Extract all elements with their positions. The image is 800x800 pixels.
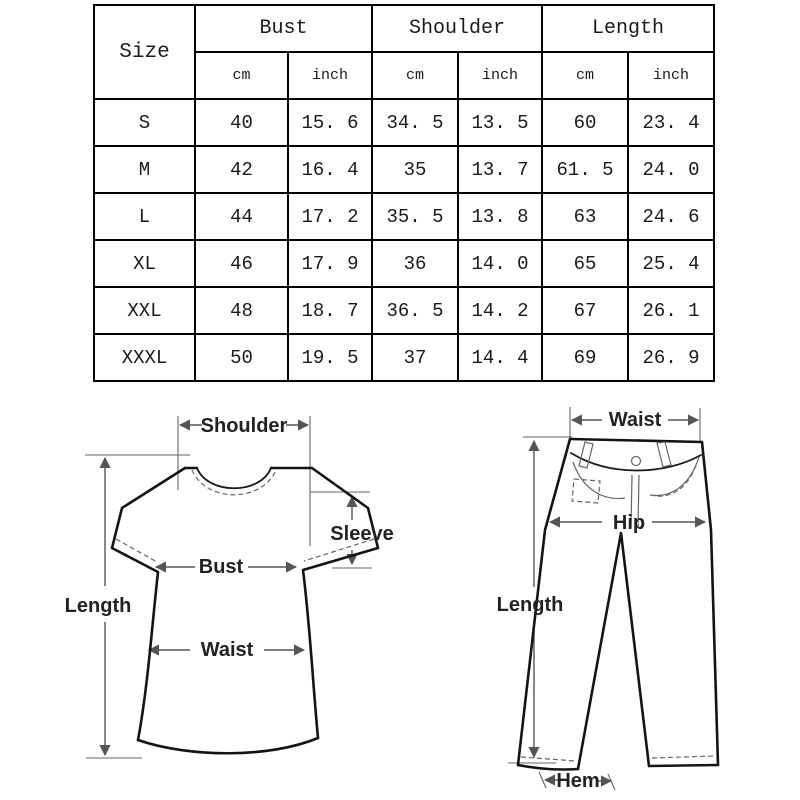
bust-cm-header: cm (195, 52, 288, 99)
table-header-row (94, 5, 714, 52)
value-cell: 25. 4 (628, 240, 714, 287)
value-cell: 26. 1 (628, 287, 714, 334)
pants-measurement-diagram (480, 395, 790, 800)
shoulder-cm-header: cm (372, 52, 458, 99)
value-cell: 19. 5 (288, 334, 372, 381)
shirt-sleeve-label: Sleeve (330, 523, 394, 545)
value-cell: 36. 5 (372, 287, 458, 334)
tshirt-outline (112, 468, 378, 753)
pants-hip-label: Hip (612, 512, 646, 534)
value-cell: 37 (372, 334, 458, 381)
length-inch-header: inch (628, 52, 714, 99)
value-cell: 24. 0 (628, 146, 714, 193)
value-cell: 13. 5 (458, 99, 542, 146)
shirt-shoulder-label: Shoulder (200, 415, 288, 437)
value-cell: 14. 0 (458, 240, 542, 287)
value-cell: 44 (195, 193, 288, 240)
value-cell: 13. 7 (458, 146, 542, 193)
size-label: XXXL (94, 334, 195, 381)
value-cell: 14. 4 (458, 334, 542, 381)
value-cell: 34. 5 (372, 99, 458, 146)
value-cell: 16. 4 (288, 146, 372, 193)
value-cell: 18. 7 (288, 287, 372, 334)
value-cell: 69 (542, 334, 628, 381)
value-cell: 40 (195, 99, 288, 146)
button-icon (632, 457, 641, 466)
size-chart-table (93, 4, 715, 382)
table-row (94, 240, 714, 287)
value-cell: 14. 2 (458, 287, 542, 334)
size-label: S (94, 99, 195, 146)
shirt-waist-label: Waist (200, 639, 254, 661)
value-cell: 60 (542, 99, 628, 146)
pants-hem-label: Hem (556, 770, 600, 792)
value-cell: 35 (372, 146, 458, 193)
bust-group-header: Bust (195, 5, 372, 52)
table-row (94, 334, 714, 381)
shoulder-inch-header: inch (458, 52, 542, 99)
shoulder-group-header: Shoulder (372, 5, 542, 52)
pants-length-label: Length (496, 594, 564, 616)
length-group-header: Length (542, 5, 714, 52)
shirt-bust-label: Bust (198, 556, 244, 578)
size-label: L (94, 193, 195, 240)
value-cell: 65 (542, 240, 628, 287)
table-row (94, 146, 714, 193)
size-column-header: Size (94, 5, 195, 99)
value-cell: 46 (195, 240, 288, 287)
value-cell: 15. 6 (288, 99, 372, 146)
length-cm-header: cm (542, 52, 628, 99)
value-cell: 13. 8 (458, 193, 542, 240)
pants-waist-label: Waist (608, 409, 662, 431)
value-cell: 24. 6 (628, 193, 714, 240)
value-cell: 26. 9 (628, 334, 714, 381)
value-cell: 35. 5 (372, 193, 458, 240)
value-cell: 67 (542, 287, 628, 334)
size-label: XXL (94, 287, 195, 334)
tshirt-measurement-diagram (40, 390, 410, 800)
table-row (94, 193, 714, 240)
value-cell: 17. 2 (288, 193, 372, 240)
bust-inch-header: inch (288, 52, 372, 99)
value-cell: 61. 5 (542, 146, 628, 193)
table-row (94, 99, 714, 146)
value-cell: 50 (195, 334, 288, 381)
value-cell: 23. 4 (628, 99, 714, 146)
value-cell: 17. 9 (288, 240, 372, 287)
value-cell: 36 (372, 240, 458, 287)
size-label: XL (94, 240, 195, 287)
size-label: M (94, 146, 195, 193)
value-cell: 63 (542, 193, 628, 240)
shirt-length-label: Length (64, 595, 132, 617)
tshirt-dimension-lines (85, 416, 372, 758)
table-row (94, 287, 714, 334)
value-cell: 48 (195, 287, 288, 334)
value-cell: 42 (195, 146, 288, 193)
